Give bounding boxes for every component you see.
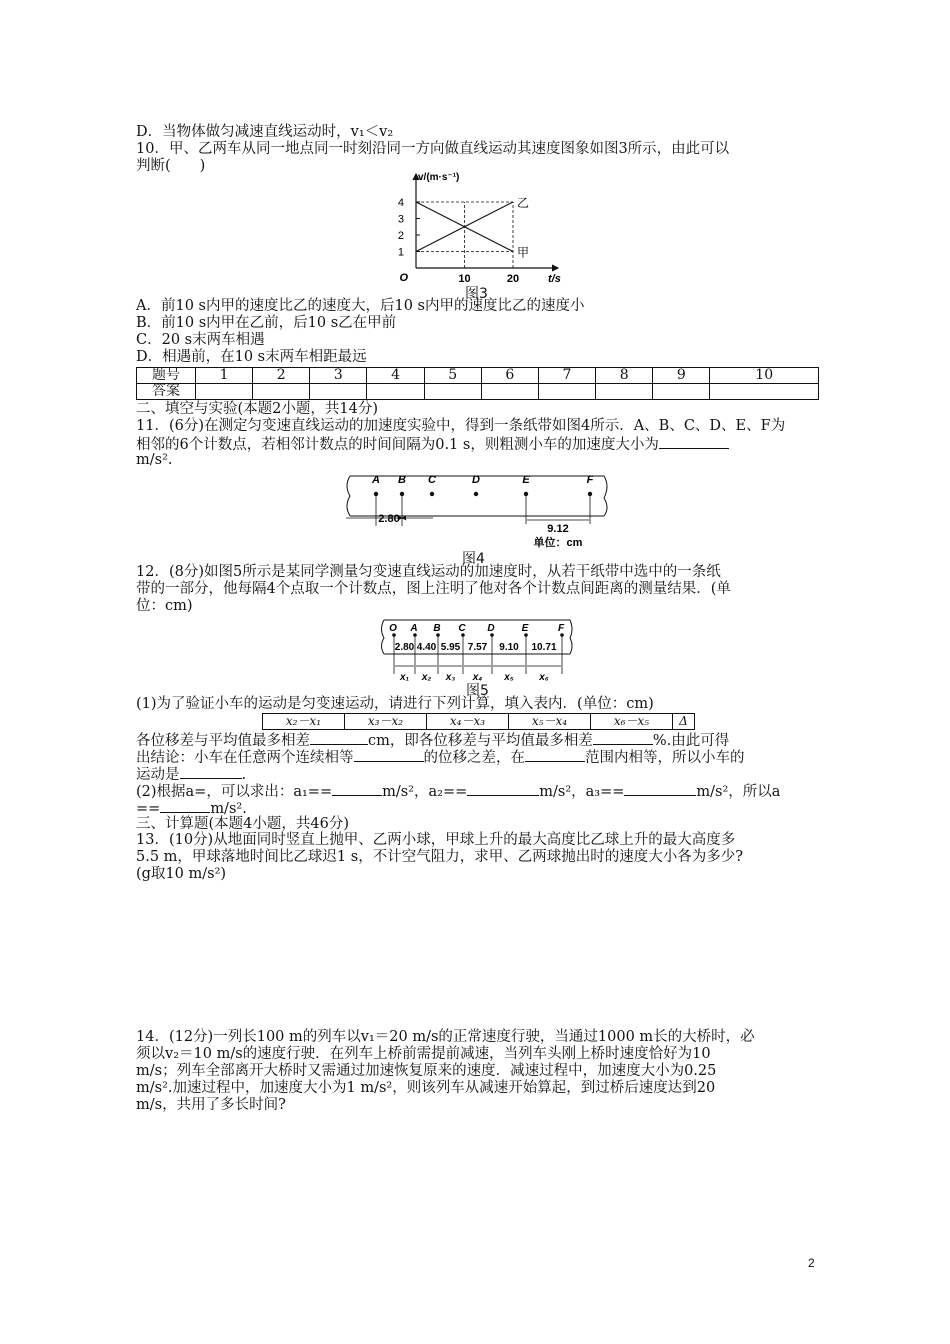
tape5-distance: 7.57 [467, 642, 488, 653]
difference-table-header-row [263, 714, 695, 730]
q10-option-d: D．相遇前，在10 s末两车相距最远 [136, 349, 367, 365]
tape5-point-label-A: A [410, 623, 418, 634]
tape5-x-label: x₆ [539, 672, 549, 683]
y-tick-label: 2 [397, 230, 404, 242]
q12-line-e-part1: == [136, 801, 161, 817]
tape4-point-label-E: E [522, 474, 530, 486]
tape4-distance-ef: 9.12 [547, 523, 569, 535]
tape4-dot-C [430, 492, 434, 496]
q12-line-d-part3: m/s²，a₃== [539, 784, 625, 800]
answer-table-header-number: 题号 [137, 368, 196, 384]
answer-cell[interactable] [538, 384, 595, 400]
tape4-point-label-B: B [398, 474, 406, 486]
q12-line-d-part1: (2)根据a=，可以求出：a₁== [136, 784, 333, 800]
tape5-distance: 4.40 [416, 642, 437, 653]
series-label-乙: 乙 [517, 196, 530, 210]
tape5-point-label-E: E [521, 623, 529, 634]
q11-line1: 11．(6分)在测定匀变速直线运动的加速度实验中，得到一条纸带如图4所示．A、B、C、D、E、F为 [136, 418, 786, 434]
answer-table-number-cell: 4 [367, 368, 424, 384]
section2-title: 二、填空与实验(本题2小题，共14分) [136, 401, 378, 417]
q12-line1: 12．(8分)如图5所示是某同学测量匀变速直线运动的加速度时，从若干纸带中选中的一条纸 [136, 564, 721, 580]
x-tick-label: 10 [458, 273, 471, 282]
tape4-point-label-C: C [428, 474, 436, 486]
diff-header: x₆－x₅ [591, 714, 673, 730]
q13-line1: 13．(10分)从地面同时竖直上抛甲、乙两小球，甲球上升的最大高度比乙球上升的最大高度多 [136, 832, 736, 848]
q10-option-c: C．20 s末两车相遇 [136, 332, 265, 348]
x-tick-label: 20 [506, 273, 520, 282]
q12-blank-motion-type[interactable] [180, 765, 242, 779]
section3-title: 三、计算题(本题4小题，共46分) [136, 816, 349, 832]
difference-table [262, 713, 695, 730]
paper-tape-figure4 [338, 466, 618, 550]
q11-answer-blank[interactable] [659, 435, 729, 449]
answer-cell[interactable] [253, 384, 310, 400]
q10-option-a: A．前10 s内甲的速度比乙的速度大，后10 s内甲的速度比乙的速度小 [136, 298, 585, 314]
diff-header: x₂－x₁ [263, 714, 345, 730]
q14-line3: m/s；列车全部离开大桥时又需通过加速恢复原来的速度．减速过程中，加速度大小为0.25 [136, 1063, 717, 1079]
answer-table-number-cell: 5 [424, 368, 481, 384]
q9-option-d: D．当物体做匀减速直线运动时，v₁＜v₂ [136, 124, 394, 140]
q12-line3: 位：cm) [136, 598, 193, 614]
x-axis-label: t/s [548, 273, 561, 282]
q10-stem-line2: 判断( ) [136, 158, 206, 174]
y-tick-label: 4 [397, 197, 404, 209]
page-number: 2 [808, 1256, 815, 1270]
q14-line1: 14．(12分)一列长100 m的列车以v₁＝20 m/s的正常速度行驶，当通过1000 m长的大桥时，必 [136, 1029, 755, 1045]
answer-table [136, 367, 819, 400]
q12-blank-a3[interactable] [624, 782, 696, 796]
tape4-dot-D [474, 492, 478, 496]
tape4-distance-ab: 2.80 [378, 513, 400, 525]
tape5-point-label-B: B [433, 623, 441, 634]
vt-graph-figure3 [370, 170, 580, 282]
tape5-distance: 9.10 [499, 642, 519, 653]
answer-table-number-cell: 7 [538, 368, 595, 384]
q12-line-b-part1: 出结论：小车在任意两个连续相等 [136, 750, 354, 766]
q14-line5: m/s，共用了多长时间? [136, 1097, 286, 1113]
answer-table-number-cell: 3 [310, 368, 367, 384]
tape4-point-label-F: F [586, 474, 594, 486]
tape4-point-label-D: D [472, 474, 480, 486]
q12-blank-range[interactable] [525, 748, 585, 762]
y-tick-label: 3 [397, 213, 404, 226]
figure5-caption: 图5 [466, 683, 489, 699]
tape5-point-label-D: D [487, 623, 495, 634]
q14-line4: m/s².加速过程中，加速度大小为1 m/s²，则该列车从减速开始算起，到过桥后速度达到20 [136, 1080, 716, 1096]
tape5-x-label: x₃ [445, 672, 456, 683]
answer-cell[interactable] [310, 384, 367, 400]
q12-line-e-part2: m/s². [210, 801, 247, 817]
tape5-x-label: x₂ [421, 672, 432, 683]
q12-blank-percent[interactable] [593, 731, 653, 745]
answer-cell[interactable] [653, 384, 710, 400]
answer-table-row-numbers [137, 368, 819, 384]
q13-line2: 5.5 m，甲球落地时间比乙球迟1 s，不计空气阻力，求甲、乙两球抛出时的速度大小各为多少? [136, 849, 743, 865]
q11-line3: m/s². [136, 452, 173, 468]
diff-header: x₄－x₃ [427, 714, 509, 730]
q12-line-a-part2: cm，即各位移差与平均值最多相差 [368, 733, 593, 749]
answer-cell[interactable] [367, 384, 424, 400]
q12-line-a-part1: 各位移差与平均值最多相差 [136, 733, 310, 749]
q12-blank-a2[interactable] [467, 782, 539, 796]
answer-table-number-cell: 8 [596, 368, 653, 384]
tape5-point-label-F: F [557, 623, 565, 634]
q12-line-c-part1: 运动是 [136, 767, 180, 783]
q12-line-b-part3: 范围内相等，所以小车的 [585, 750, 745, 766]
answer-cell[interactable] [710, 384, 819, 400]
q12-blank-a1[interactable] [332, 782, 382, 796]
tape5-point-label-O: O [389, 623, 397, 634]
tape4-unit-label: 单位：cm [533, 537, 583, 549]
tape5-x-label: x₅ [504, 672, 514, 683]
y-tick-label: 1 [397, 246, 404, 259]
tape5-point-label-C: C [458, 623, 466, 634]
answer-table-row-answers [137, 384, 819, 400]
diff-header: x₃－x₂ [345, 714, 427, 730]
tape5-distance: 5.95 [440, 642, 461, 653]
y-axis-label: v/(m·s⁻¹) [418, 172, 460, 183]
q12-line-b-part2: 的位移之差，在 [423, 750, 525, 766]
q14-line2: 须以v₂＝10 m/s的速度行驶．在列车上桥前需提前减速，当列车头刚上桥时速度恰好为10 [136, 1046, 711, 1062]
q11-line2: 相邻的6个计数点，若相邻计数点的时间间隔为0.1 s，则粗测小车的加速度大小为 [136, 437, 659, 453]
q11-line2-wrap [136, 435, 729, 454]
diff-header: x₅－x₄ [509, 714, 591, 730]
q10-option-b: B．前10 s内甲在乙前，后10 s乙在甲前 [136, 315, 397, 331]
tape5-distance: 10.71 [531, 642, 557, 653]
tape5-x-label: x₄ [472, 672, 483, 683]
answer-table-number-cell: 2 [253, 368, 310, 384]
tape5-distance: 2.80 [394, 642, 415, 653]
figure4-caption: 图4 [462, 551, 485, 567]
answer-cell[interactable] [481, 384, 538, 400]
answer-cell[interactable] [596, 384, 653, 400]
answer-cell[interactable] [196, 384, 253, 400]
answer-table-header-answer: 答案 [137, 384, 196, 400]
q12-line-a-part3: %.由此可得 [652, 733, 730, 749]
answer-table-number-cell: 10 [710, 368, 819, 384]
answer-table-number-cell: 6 [481, 368, 538, 384]
q10-stem-line1: 10．甲、乙两车从同一地点同一时刻沿同一方向做直线运动其速度图象如图3所示，由此可以 [136, 141, 730, 157]
series-label-甲: 甲 [517, 245, 530, 260]
figure3-caption: 图3 [465, 286, 488, 302]
tape4-point-label-A: A [372, 474, 380, 486]
answer-table-number-cell: 1 [196, 368, 253, 384]
q12-line-d-part4: m/s²，所以a [696, 784, 781, 800]
q12-line-d-part2: m/s²，a₂== [382, 784, 468, 800]
q12-line2: 带的一部分，他每隔4个点取一个计数点，图上注明了他对各个计数点间距离的测量结果．(单 [136, 581, 731, 597]
answer-cell[interactable] [424, 384, 481, 400]
paper-tape-figure5 [374, 616, 578, 684]
q12-part1-intro: (1)为了验证小车的运动是匀变速运动，请进行下列计算，填入表内．(单位：cm) [136, 696, 654, 712]
diff-header: Δ [673, 714, 695, 730]
q12-blank-a[interactable] [160, 799, 210, 813]
q12-blank-cm[interactable] [310, 731, 368, 745]
q12-blank-interval[interactable] [354, 748, 424, 762]
tape5-x-label: x₁ [399, 672, 410, 683]
q13-line3: (g取10 m/s²) [136, 866, 227, 882]
origin-label: O [399, 272, 408, 282]
q12-line-c-part2: . [241, 767, 247, 783]
answer-table-number-cell: 9 [653, 368, 710, 384]
